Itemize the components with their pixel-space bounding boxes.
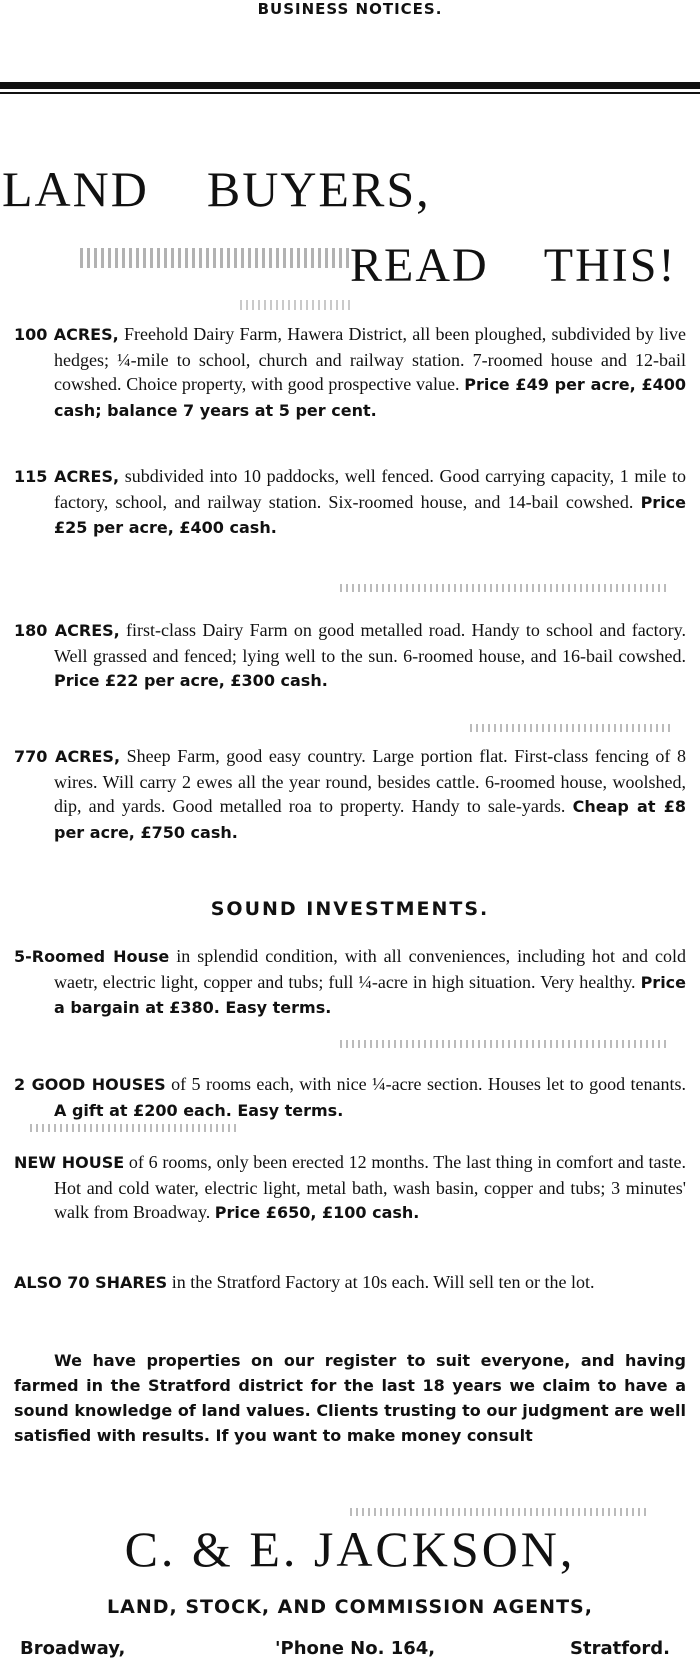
listing-lead: 770 ACRES, [14,747,121,766]
listing-lead: 115 ACRES, [14,467,120,486]
listing-price: Cheap at £8 per acre, £750 cash. [54,797,687,842]
listing-180-acres [14,618,686,694]
top-rule [0,82,700,89]
listing-body: Freehold Dairy Farm, Hawera District, all been ploughed, subdivided by live hedges; ¼-mile to school, church and railway station. 7-roomed house and 12-bail cowshed. Choice property, with good prospective value. [54,324,686,394]
firm-phone: 'Phone No. 164, [275,1638,436,1659]
sub-heading-sound-investments: SOUND INVESTMENTS. [210,898,490,920]
print-smudge [350,1508,650,1516]
listing-lead: 5-Roomed House [14,947,170,966]
listing-lead: 180 ACRES, [14,621,120,640]
listing-lead: ALSO 70 SHARES [14,1273,168,1292]
print-smudge [240,300,350,310]
top-rule-thin [0,92,700,94]
print-smudge [470,724,670,732]
headline-read-this: READ THIS! [350,239,677,292]
listing-lead: 100 ACRES, [14,325,119,344]
listing-body: first-class Dairy Farm on good metalled road. Handy to school and factory. Well grassed and fenced; lying well to the sun. 6-roomed house, and 16-bail cowshed. [54,620,686,666]
listing-price: Price £49 per acre, £400 cash; balance 7 years at 5 per cent. [54,375,687,420]
listing-price: Price £22 per acre, £300 cash. [54,671,328,690]
firm-description: LAND, STOCK, AND COMMISSION AGENTS, [107,1596,593,1618]
listing-body: subdivided into 10 paddocks, well fenced. Good carrying capacity, 1 mile to factory, school, and railway station. Six-roomed house, and 14-bail cowshed. [54,466,687,512]
firm-town: Stratford. [570,1638,670,1659]
listing-price: A gift at £200 each. Easy terms. [54,1100,344,1120]
print-smudge [340,584,670,592]
listing-lead: NEW HOUSE [14,1153,125,1172]
closing-text: We have properties on our register to suit everyone, and having farmed in the Stratford district for the last 18 years we claim to have a sound knowledge of land values. Clients trusting to our judgment are well satisfied with results. If you want to make money consult [14,1351,686,1445]
listing-price: Price a bargain at £380. Easy terms. [54,972,687,1017]
firm-name: C. & E. JACKSON, [124,1521,576,1577]
closing-paragraph [14,1348,686,1448]
investment-2-good-houses [14,1072,686,1123]
listing-body: in splendid condition, with all conveniences, including hot and cold waetr, electric light, copper and tubs; full ¼-acre in high situation. Very healthy. [54,946,687,992]
print-smudge [30,1124,240,1132]
investment-5-roomed-house [14,944,686,1021]
listing-price: Price £650, £100 cash. [214,1203,420,1222]
listing-body: of 5 rooms each, with nice ¼-acre section. Houses let to good tenants. [171,1074,687,1094]
listing-115-acres [14,464,686,541]
listing-100-acres [14,322,686,423]
firm-address: Broadway, [20,1638,126,1659]
investment-70-shares [14,1270,686,1296]
listing-price: Price £25 per acre, £400 cash. [54,492,687,537]
headline-land-buyers: LAND BUYERS, [2,161,431,217]
listing-lead: 2 GOOD HOUSES [14,1075,166,1094]
print-smudge [80,248,350,268]
listing-body: of 6 rooms, only been erected 12 months. The last thing in comfort and taste. Hot and cold water, electric light, metal bath, wash basin, copper and tubs; 3 minutes' walk from Broadway. [54,1152,687,1222]
listing-body: Sheep Farm, good easy country. Large portion flat. First-class fencing of 8 wires. Will carry 2 ewes all the year round, besides cattle. 6-roomed house, woolshed, dip, and yards. Good metalled roa to property. Handy to sale-yards. [54,746,687,816]
investment-new-house [14,1150,686,1226]
section-header: BUSINESS NOTICES. [257,0,443,18]
listing-770-acres [14,744,686,845]
listing-body: in the Stratford Factory at 10s each. Will sell ten or the lot. [171,1272,595,1292]
print-smudge [340,1040,670,1048]
